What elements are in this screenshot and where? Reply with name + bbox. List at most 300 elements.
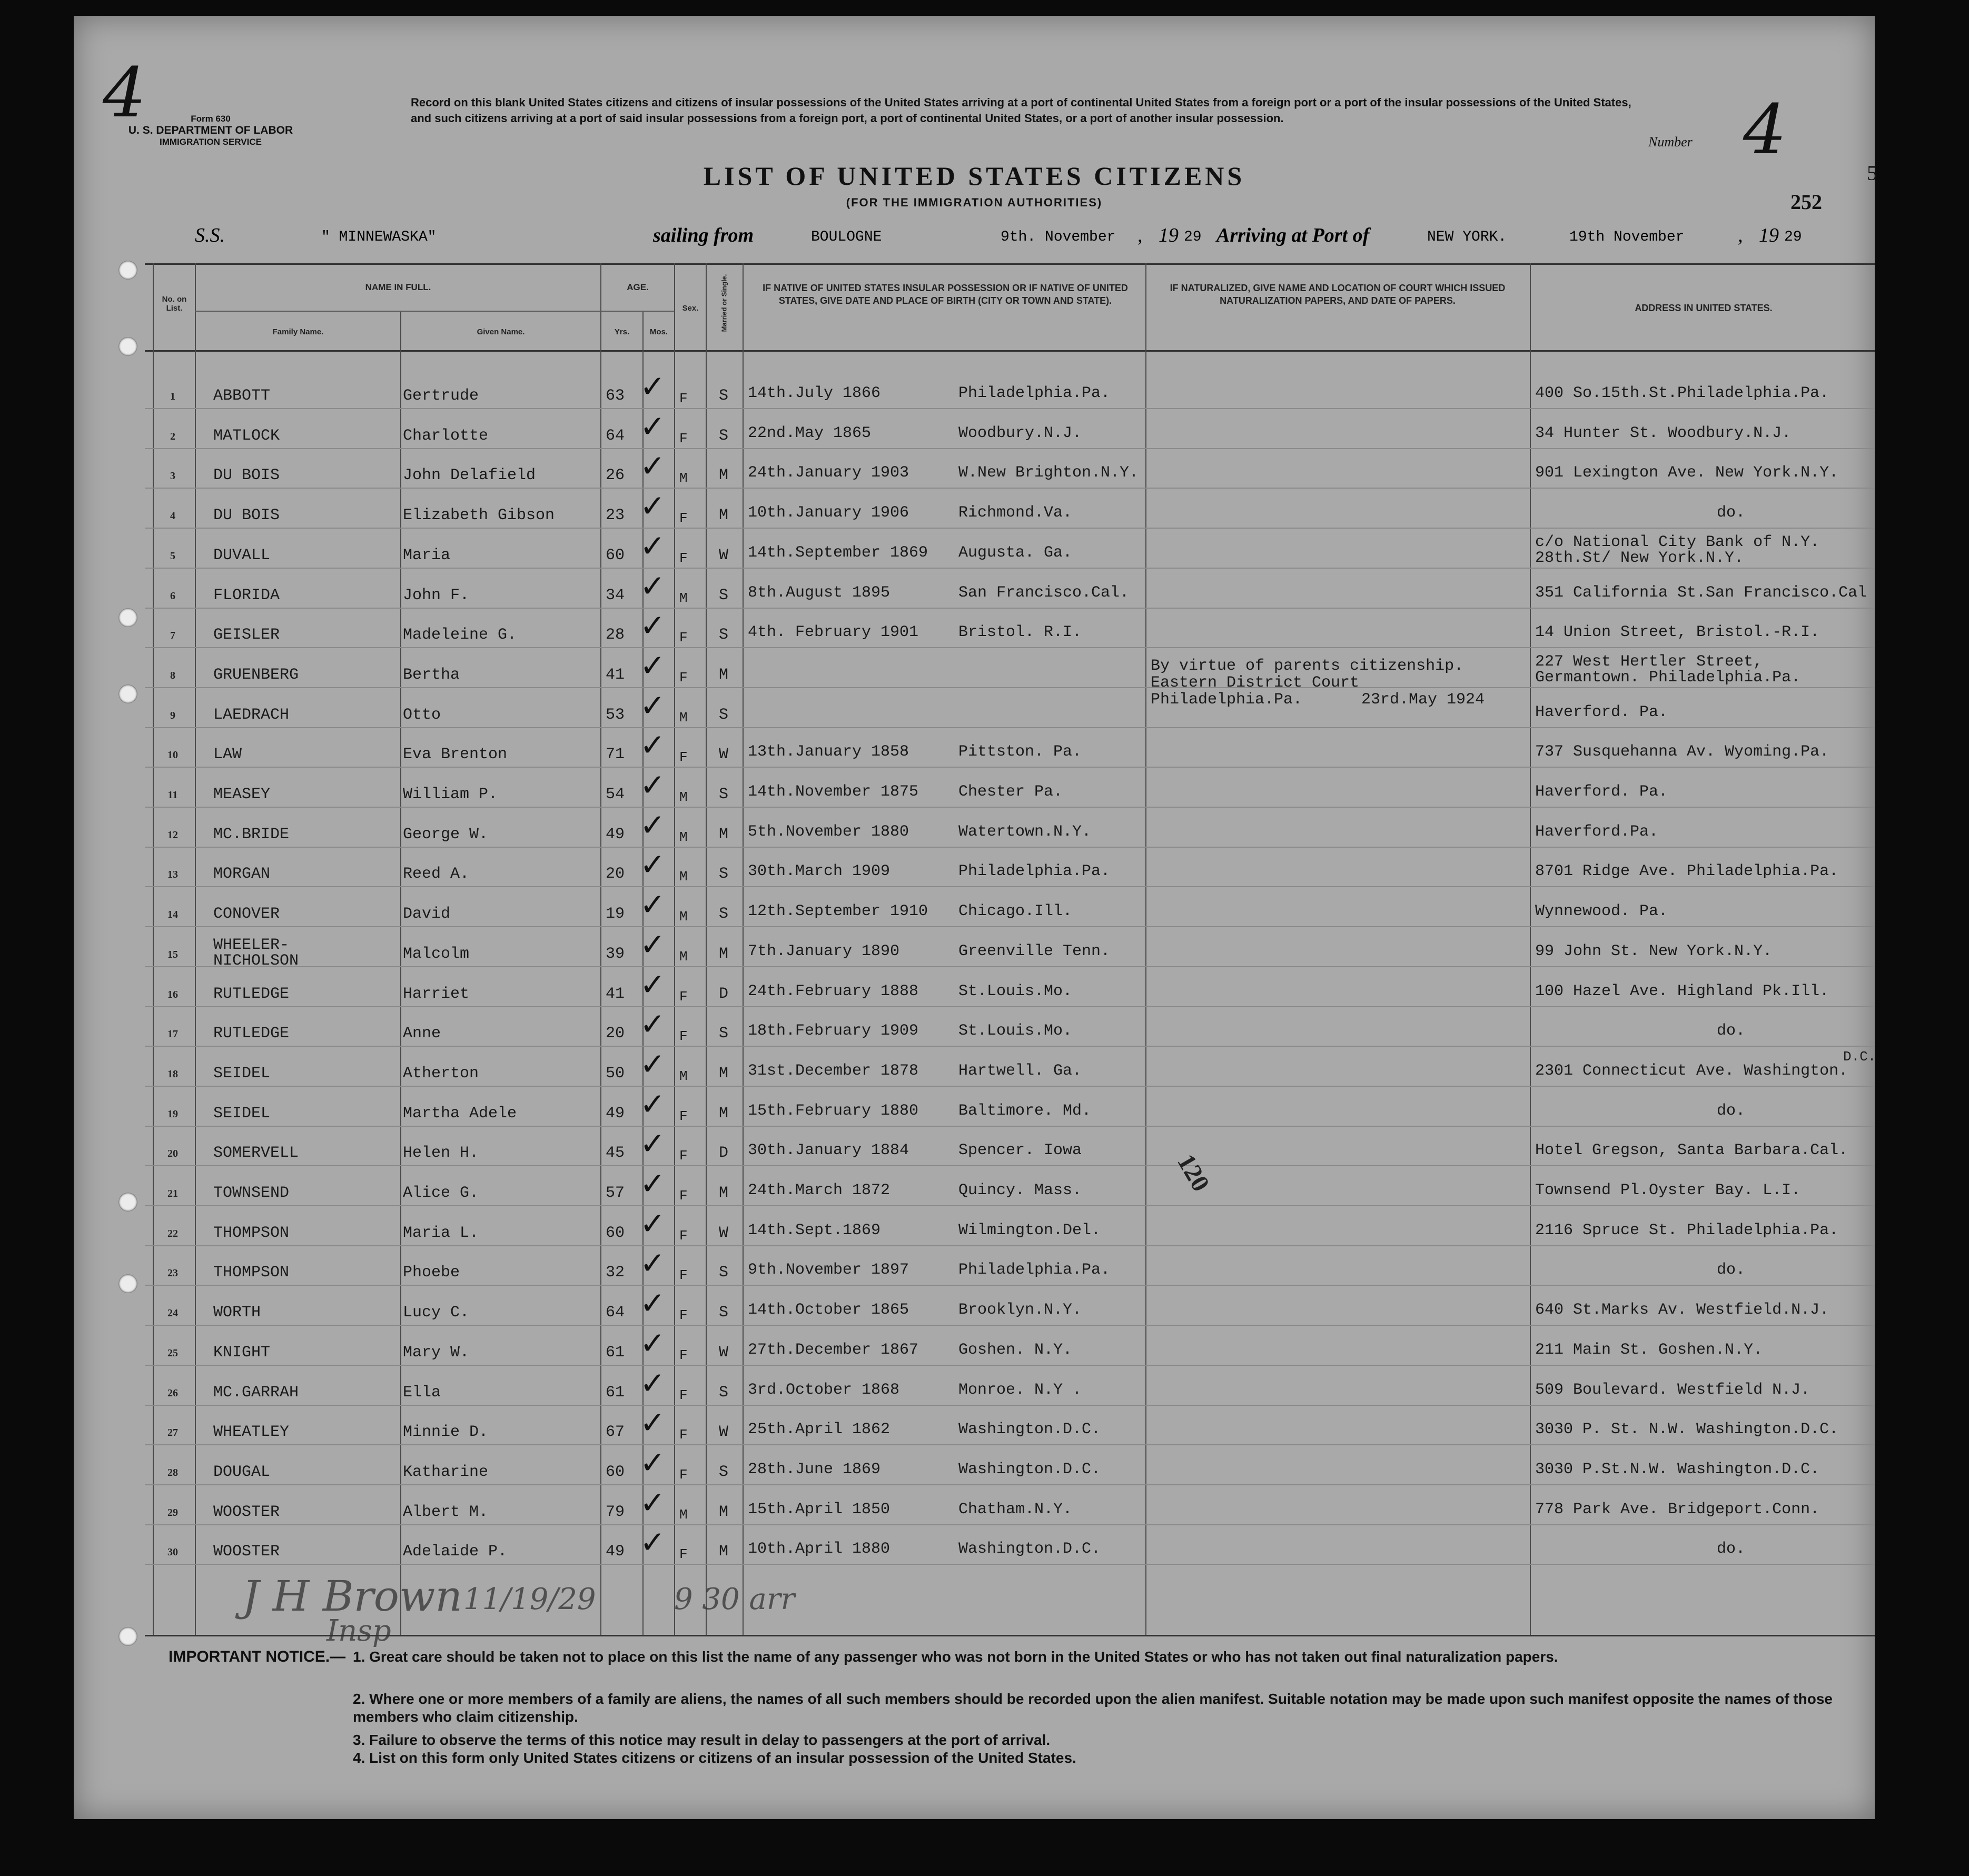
sex: F	[679, 1108, 688, 1124]
inspector-title: Insp	[326, 1614, 391, 1648]
manifest-sheet	[74, 16, 1875, 1819]
age-years: 32	[606, 1264, 625, 1282]
age-years: 50	[606, 1065, 625, 1083]
marital-status: M	[719, 507, 729, 524]
birth-date: 5th.November 1880	[748, 823, 909, 841]
family-name: THOMPSON	[213, 1224, 290, 1242]
marital-status: M	[719, 1503, 729, 1521]
arrive-year-prefix: 19	[1759, 224, 1779, 246]
row-number: 26	[167, 1387, 178, 1399]
family-name: GRUENBERG	[213, 666, 299, 684]
sex: F	[679, 1347, 688, 1363]
address: 3030 P. St. N.W. Washington.D.C.	[1535, 1421, 1839, 1438]
age-years: 60	[606, 547, 625, 564]
row-number: 30	[167, 1546, 178, 1558]
col-age-header: AGE.	[627, 282, 649, 292]
row-rule	[145, 1365, 1875, 1366]
marital-status: S	[719, 587, 729, 604]
age-years: 64	[606, 1304, 625, 1322]
birth-place: Chester Pa.	[958, 783, 1063, 801]
row-rule	[145, 448, 1875, 449]
given-name: John F.	[403, 587, 470, 604]
check-mark: ✓	[640, 1524, 666, 1560]
age-years: 26	[606, 466, 625, 484]
marital-status: S	[719, 706, 729, 724]
birth-place: Quincy. Mass.	[958, 1182, 1082, 1199]
depart-date: 9th. November	[1001, 229, 1116, 245]
marital-status: M	[719, 1184, 729, 1202]
table-top-rule	[145, 263, 1875, 265]
address: 2301 Connecticut Ave. Washington.	[1535, 1062, 1848, 1080]
given-name: George W.	[403, 826, 489, 843]
age-years: 63	[606, 387, 625, 405]
age-years: 57	[606, 1184, 625, 1202]
row-rule	[145, 847, 1875, 848]
birth-place: Wilmington.Del.	[958, 1222, 1101, 1239]
family-name: DOUGAL	[213, 1463, 271, 1481]
address: 14 Union Street, Bristol.-R.I.	[1535, 623, 1820, 641]
birth-date: 7th.January 1890	[748, 942, 900, 960]
marital-status: W	[719, 1344, 729, 1362]
family-name: MEASEY	[213, 786, 271, 803]
check-mark: ✓	[640, 648, 666, 683]
given-name: Albert M.	[403, 1503, 489, 1521]
row-number: 7	[170, 630, 175, 641]
birth-date: 14th.Sept.1869	[748, 1222, 881, 1239]
birth-date: 9th.November 1897	[748, 1261, 909, 1279]
family-name: LAEDRACH	[213, 706, 290, 724]
edge-mark: 5	[1867, 161, 1877, 185]
address: 640 St.Marks Av. Westfield.N.J.	[1535, 1301, 1829, 1319]
given-name: Phoebe	[403, 1264, 460, 1282]
birth-place: Goshen. N.Y.	[958, 1341, 1073, 1359]
marital-status: M	[719, 1065, 729, 1083]
birth-place: Bristol. R.I.	[958, 623, 1082, 641]
check-mark: ✓	[640, 369, 666, 404]
marital-status: M	[719, 945, 729, 963]
family-name: SOMERVELL	[213, 1144, 299, 1162]
check-mark: ✓	[640, 1365, 666, 1401]
address: c/o National City Bank of N.Y.	[1535, 533, 1820, 551]
col-no-header: No. on List.	[162, 295, 187, 313]
sex: F	[679, 1467, 688, 1483]
age-years: 53	[606, 706, 625, 724]
family-name: WOOSTER	[213, 1503, 280, 1521]
birth-place: Pittston. Pa.	[958, 743, 1082, 761]
address: Townsend Pl.Oyster Bay. L.I.	[1535, 1182, 1801, 1199]
sex: F	[679, 1228, 688, 1244]
birth-date: 3rd.October 1868	[748, 1381, 900, 1399]
check-mark: ✓	[640, 767, 666, 803]
given-name: Helen H.	[403, 1144, 479, 1162]
given-name: Katharine	[403, 1463, 489, 1481]
birth-date: 15th.April 1850	[748, 1501, 890, 1518]
sex: M	[679, 909, 688, 925]
birth-date: 28th.June 1869	[748, 1461, 881, 1478]
row-rule	[145, 886, 1875, 887]
row-number: 5	[170, 550, 175, 562]
row-number: 29	[167, 1507, 178, 1518]
given-name: Alice G.	[403, 1184, 479, 1202]
birth-date: 12th.September 1910	[748, 902, 928, 920]
age-years: 71	[606, 746, 625, 763]
family-name: SEIDEL	[213, 1065, 271, 1083]
family-name: RUTLEDGE	[213, 1025, 290, 1043]
row-rule	[145, 1046, 1875, 1047]
row-rule	[145, 647, 1875, 648]
family-name: SEIDEL	[213, 1105, 271, 1123]
row-number: 2	[170, 431, 175, 442]
row-rule	[145, 1325, 1875, 1326]
row-rule	[145, 1006, 1875, 1007]
birth-place: Philadelphia.Pa.	[958, 862, 1111, 880]
age-years: 49	[606, 1543, 625, 1561]
address: 778 Park Ave. Bridgeport.Conn.	[1535, 1501, 1820, 1518]
row-rule	[145, 488, 1875, 489]
row-number: 23	[167, 1267, 178, 1279]
family-name: GEISLER	[213, 626, 280, 644]
row-number: 25	[167, 1347, 178, 1359]
address: 100 Hazel Ave. Highland Pk.Ill.	[1535, 982, 1829, 1000]
row-number: 11	[167, 789, 178, 801]
age-years: 61	[606, 1344, 625, 1362]
col-married-header: Married or Single.	[720, 274, 728, 332]
birth-place: Richmond.Va.	[958, 504, 1073, 522]
address: 227 West Hertler Street,	[1535, 653, 1763, 671]
address-cont: Germantown. Philadelphia.Pa.	[1535, 669, 1801, 687]
check-mark: ✓	[640, 1485, 666, 1521]
binder-hole	[118, 1274, 137, 1293]
inspection-date: 11/19/29	[463, 1582, 596, 1616]
corner-number: 4	[103, 53, 146, 133]
family-name: THOMPSON	[213, 1264, 290, 1282]
family-name: WHEELER-	[213, 936, 290, 954]
check-mark: ✓	[640, 1206, 666, 1242]
form-number: Form 630	[191, 114, 231, 124]
voyage-line: S.S. " MINNEWASKA" sailing from BOULOGNE 9th. November , 19 29 Arriving at Port of NEW YORK. 19th November , 19 29	[195, 224, 1802, 246]
sex: F	[679, 749, 688, 765]
birth-place: Woodbury.N.J.	[958, 424, 1082, 442]
notice-item-3: 3. Failure to observe the terms of this notice may result in delay to passengers at the port of arrival.	[353, 1732, 1051, 1748]
family-name: LAW	[213, 746, 242, 763]
address: 211 Main St. Goshen.N.Y.	[1535, 1341, 1763, 1359]
given-name: Harriet	[403, 985, 470, 1003]
birth-date: 18th.February 1909	[748, 1022, 919, 1040]
row-rule	[145, 1205, 1875, 1206]
sex: M	[679, 710, 688, 726]
table-bottom-rule	[145, 1635, 1875, 1636]
age-years: 60	[606, 1463, 625, 1481]
check-mark: ✓	[640, 409, 666, 444]
marital-status: S	[719, 626, 729, 644]
inspector-signature: J H Brown	[242, 1572, 462, 1621]
col-naturalized-header: IF NATURALIZED, GIVE NAME AND LOCATION OF COURT WHICH ISSUED NATURALIZATION PAPERS, AND DATE OF PAPERS.	[1170, 283, 1506, 306]
address: do.	[1717, 1102, 1746, 1120]
birth-date: 24th.February 1888	[748, 982, 919, 1000]
check-mark: ✓	[640, 568, 666, 604]
marital-status: D	[719, 985, 729, 1003]
address: 99 John St. New York.N.Y.	[1535, 942, 1773, 960]
check-mark: ✓	[640, 608, 666, 643]
col-yrs-header: Yrs.	[614, 327, 630, 336]
address: 351 California St.San Francisco.Cal	[1535, 584, 1867, 602]
check-mark: ✓	[640, 887, 666, 922]
family-name: MC.BRIDE	[213, 826, 290, 843]
age-years: 20	[606, 1025, 625, 1043]
age-years: 61	[606, 1384, 625, 1402]
sex: M	[679, 470, 688, 486]
row-rule	[145, 926, 1875, 927]
col-address-header: ADDRESS IN UNITED STATES.	[1635, 303, 1773, 313]
ship-name: " MINNEWASKA"	[321, 229, 437, 245]
row-number: 6	[170, 590, 175, 602]
number-label: Number	[1648, 134, 1693, 150]
given-name: William P.	[403, 786, 498, 803]
row-number: 18	[167, 1068, 178, 1080]
stamp-number: 120	[1172, 1149, 1215, 1196]
arrive-year: 29	[1784, 229, 1802, 245]
address: do.	[1717, 1540, 1746, 1558]
check-mark: ✓	[640, 1166, 666, 1202]
birth-place: Washington.D.C.	[958, 1540, 1101, 1558]
birth-place: Monroe. N.Y .	[958, 1381, 1082, 1399]
row-number: 1	[170, 391, 175, 402]
given-name: David	[403, 905, 451, 923]
given-name: Martha Adele	[403, 1105, 517, 1123]
given-name: Charlotte	[403, 427, 489, 445]
col-mos-header: Mos.	[649, 327, 668, 336]
binder-hole	[118, 337, 137, 356]
sex: F	[679, 1028, 688, 1044]
check-mark: ✓	[640, 1445, 666, 1481]
port-to: NEW YORK.	[1427, 229, 1507, 245]
marital-status: M	[719, 1543, 729, 1561]
address: 2116 Spruce St. Philadelphia.Pa.	[1535, 1222, 1839, 1239]
row-number: 15	[167, 949, 178, 960]
row-number: 3	[170, 470, 175, 482]
page-subtitle: (FOR THE IMMIGRATION AUTHORITIES)	[846, 196, 1103, 209]
address-cont: 28th.St/ New York.N.Y.	[1535, 549, 1744, 567]
family-name: ABBOTT	[213, 387, 271, 405]
check-mark: ✓	[640, 967, 666, 1002]
age-years: 49	[606, 1105, 625, 1123]
col-sex-header: Sex.	[682, 304, 699, 313]
col-family-header: Family Name.	[272, 327, 324, 336]
family-name: MC.GARRAH	[213, 1384, 299, 1402]
marital-status: W	[719, 1224, 729, 1242]
sex: F	[679, 1307, 688, 1323]
sex: M	[679, 949, 688, 965]
arriving-label: Arriving at Port of	[1216, 224, 1370, 246]
family-name: WOOSTER	[213, 1543, 280, 1561]
col-name-header: NAME IN FULL.	[365, 282, 431, 292]
row-number: 4	[170, 510, 175, 522]
family-name: MATLOCK	[213, 427, 280, 445]
marital-status: W	[719, 1423, 729, 1441]
row-number: 19	[167, 1108, 178, 1120]
birth-place: St.Louis.Mo.	[958, 1022, 1073, 1040]
sex: M	[679, 789, 688, 805]
birth-place: Chicago.Ill.	[958, 902, 1073, 920]
binder-hole	[118, 608, 137, 627]
sex: F	[679, 1387, 688, 1403]
check-mark: ✓	[640, 528, 666, 564]
ss-label: S.S.	[195, 224, 225, 246]
address: Haverford. Pa.	[1535, 703, 1668, 721]
address-extra: D.C.	[1843, 1049, 1876, 1065]
marital-status: S	[719, 865, 729, 883]
marital-status: S	[719, 1025, 729, 1043]
notice-item-2: 2. Where one or more members of a family are aliens, the names of all such members should be recorded upon the alien manifest. Suitable notation may be made upon such manifest opposite the names of those members who claim citizenship.	[353, 1691, 1833, 1725]
birth-date: 14th.November 1875	[748, 783, 919, 801]
binder-hole	[118, 1627, 137, 1646]
given-name: Anne	[403, 1025, 441, 1043]
birth-date: 10th.January 1906	[748, 504, 909, 522]
number-value: 4	[1743, 90, 1787, 170]
birth-place: Brooklyn.N.Y.	[958, 1301, 1082, 1319]
sex: F	[679, 670, 688, 686]
check-mark: ✓	[640, 807, 666, 843]
check-mark: ✓	[640, 1405, 666, 1441]
check-mark: ✓	[640, 727, 666, 763]
marital-status: S	[719, 1264, 729, 1282]
sex: M	[679, 590, 688, 606]
age-years: 64	[606, 427, 625, 445]
address: do.	[1717, 1261, 1746, 1279]
birth-place: St.Louis.Mo.	[958, 982, 1073, 1000]
family-name: DUVALL	[213, 547, 271, 564]
marital-status: M	[719, 1105, 729, 1123]
address: 509 Boulevard. Westfield N.J.	[1535, 1381, 1810, 1399]
given-name: Bertha	[403, 666, 460, 684]
given-name: Adelaide P.	[403, 1543, 508, 1561]
address: 400 So.15th.St.Philadelphia.Pa.	[1535, 384, 1829, 402]
sex: M	[679, 869, 688, 885]
row-number: 16	[167, 989, 178, 1000]
birth-place: Augusta. Ga.	[958, 544, 1073, 562]
binder-hole	[118, 684, 137, 703]
row-number: 27	[167, 1427, 178, 1438]
family-name: FLORIDA	[213, 587, 280, 604]
given-name: Reed A.	[403, 865, 470, 883]
row-rule	[145, 687, 1875, 688]
binder-hole	[118, 261, 137, 280]
row-number: 14	[167, 909, 178, 920]
row-number: 24	[167, 1307, 178, 1319]
marital-status: M	[719, 466, 729, 484]
birth-date: 24th.March 1872	[748, 1182, 890, 1199]
row-number: 8	[170, 670, 175, 681]
age-years: 41	[606, 666, 625, 684]
family-name: CONOVER	[213, 905, 280, 923]
row-rule	[145, 528, 1875, 529]
address: 901 Lexington Ave. New York.N.Y.	[1535, 464, 1839, 482]
row-rule	[145, 1405, 1875, 1406]
marital-status: S	[719, 1463, 729, 1481]
birth-date: 25th.April 1862	[748, 1421, 890, 1438]
row-number: 21	[167, 1188, 178, 1199]
family-name: RUTLEDGE	[213, 985, 290, 1003]
family-name-cont: NICHOLSON	[213, 952, 299, 970]
birth-place: Philadelphia.Pa.	[958, 384, 1111, 402]
marital-status: S	[719, 1384, 729, 1402]
family-name: KNIGHT	[213, 1344, 271, 1362]
birth-place: Washington.D.C.	[958, 1461, 1101, 1478]
birth-date: 31st.December 1878	[748, 1062, 919, 1080]
birth-place: Chatham.N.Y.	[958, 1501, 1073, 1518]
birth-date: 14th.September 1869	[748, 544, 928, 562]
family-name: TOWNSEND	[213, 1184, 290, 1202]
given-name: Mary W.	[403, 1344, 470, 1362]
marital-status: S	[719, 427, 729, 445]
row-rule	[145, 1285, 1875, 1286]
given-name: Madeleine G.	[403, 626, 517, 644]
age-years: 54	[606, 786, 625, 803]
sex: M	[679, 1507, 688, 1523]
marital-status: D	[719, 1144, 729, 1162]
notice-heading: IMPORTANT NOTICE.—	[169, 1648, 346, 1665]
check-mark: ✓	[640, 1245, 666, 1281]
birth-place: Baltimore. Md.	[958, 1102, 1092, 1120]
age-years: 39	[606, 945, 625, 963]
given-name: Maria	[403, 547, 451, 564]
address: Wynnewood. Pa.	[1535, 902, 1668, 920]
row-rule	[145, 1126, 1875, 1127]
naturalization-line-2: Eastern District Court	[1151, 674, 1360, 692]
row-rule	[145, 608, 1875, 609]
notice-item-1: 1. Great care should be taken not to place on this list the name of any passenger who was not born in the United States or who has not taken out final naturalization papers.	[353, 1649, 1558, 1665]
age-years: 67	[606, 1423, 625, 1441]
age-years: 34	[606, 587, 625, 604]
service: IMMIGRATION SERVICE	[160, 137, 262, 147]
check-mark: ✓	[640, 1006, 666, 1042]
row-rule	[145, 727, 1875, 728]
address: 34 Hunter St. Woodbury.N.J.	[1535, 424, 1792, 442]
given-name: John Delafield	[403, 466, 536, 484]
address: 8701 Ridge Ave. Philadelphia.Pa.	[1535, 862, 1839, 880]
given-name: Eva Brenton	[403, 746, 508, 763]
address: do.	[1717, 504, 1746, 522]
sex: F	[679, 630, 688, 646]
family-name: MORGAN	[213, 865, 271, 883]
sex: F	[679, 550, 688, 566]
birth-place: Washington.D.C.	[958, 1421, 1101, 1438]
family-name: DU BOIS	[213, 507, 280, 524]
birth-place: Spencer. Iowa	[958, 1142, 1082, 1159]
sex: F	[679, 1148, 688, 1164]
row-rule	[145, 1564, 1875, 1565]
table-header-rule	[145, 350, 1875, 352]
row-rule	[145, 807, 1875, 808]
row-rule	[145, 767, 1875, 768]
birth-date: 10th.April 1880	[748, 1540, 890, 1558]
birth-date: 4th. February 1901	[748, 623, 919, 641]
given-name: Malcolm	[403, 945, 470, 963]
birth-date: 24th.January 1903	[748, 464, 909, 482]
given-name: Atherton	[403, 1065, 479, 1083]
naturalization-date: 23rd.May 1924	[1361, 691, 1485, 709]
row-rule	[145, 1086, 1875, 1087]
row-number: 10	[167, 749, 178, 761]
sex: M	[679, 1068, 688, 1084]
row-rule	[145, 408, 1875, 409]
row-rule	[145, 1444, 1875, 1445]
given-name: Maria L.	[403, 1224, 479, 1242]
birth-date: 14th.October 1865	[748, 1301, 909, 1319]
sex: F	[679, 391, 688, 406]
birth-place: Philadelphia.Pa.	[958, 1261, 1111, 1279]
marital-status: S	[719, 1304, 729, 1322]
